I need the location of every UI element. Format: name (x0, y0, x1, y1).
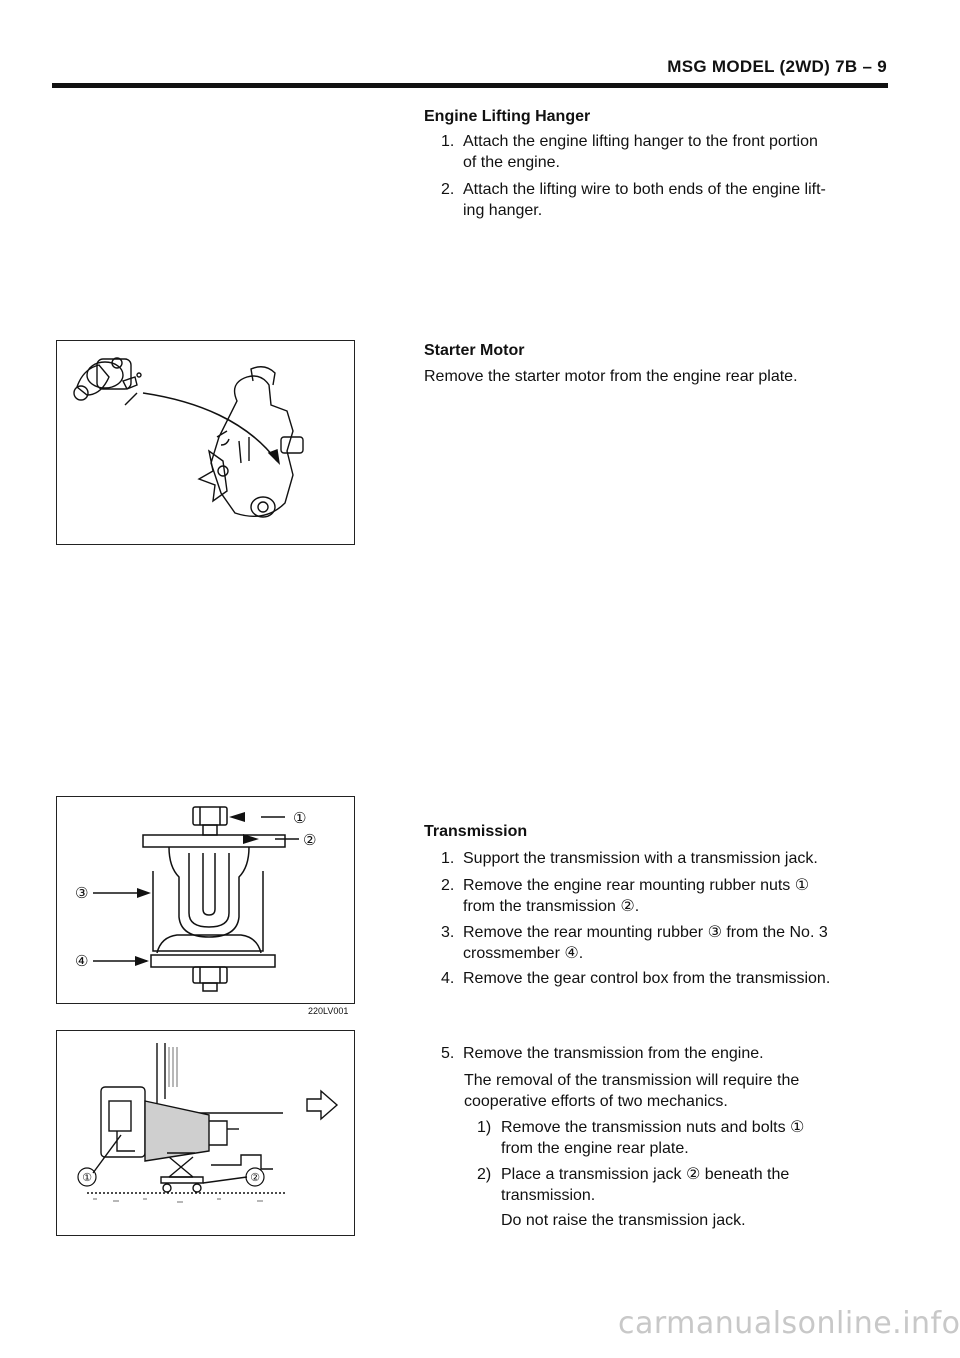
item-number: 4. (441, 970, 455, 987)
item-line: crossmember ④. (463, 945, 584, 962)
subitem-number: 1) (477, 1119, 492, 1136)
item-number: 5. (441, 1045, 455, 1062)
item-line: Remove the gear control box from the transmission. (463, 970, 831, 987)
note-line: The removal of the transmission will require the (464, 1072, 800, 1089)
watermark: carmanualsonline.info (618, 1306, 960, 1341)
list-item (441, 875, 891, 919)
item-number: 1. (441, 850, 455, 867)
sub-list-item (477, 1164, 897, 1208)
transmission-note (464, 1070, 894, 1112)
mount-label-3: ③ (75, 884, 89, 902)
jack-label-2: ② (250, 1171, 260, 1184)
item-line: transmission. (501, 1187, 596, 1204)
transmission-jack-illustration (57, 1031, 353, 1234)
section-title-starter-motor: Starter Motor (424, 342, 525, 359)
list-item (441, 179, 891, 223)
item-line: Remove the rear mounting rubber ③ from the No. 3 (463, 924, 828, 941)
item-line: Support the transmission with a transmission jack. (463, 850, 818, 867)
item-line: from the transmission ②. (463, 898, 640, 915)
figure-code: 220LV001 (308, 1006, 349, 1016)
mount-label-2: ② (303, 831, 317, 849)
item-number: 1. (441, 133, 455, 150)
item-line: Remove the transmission from the engine. (463, 1045, 764, 1062)
sub-list-item (477, 1117, 897, 1161)
mounting-rubber-illustration (57, 797, 353, 1002)
list-item (441, 922, 891, 966)
jack-label-1: ① (82, 1171, 92, 1184)
item-line: Remove the engine rear mounting rubber nuts ① (463, 877, 810, 894)
item-line: of the engine. (463, 154, 560, 171)
item-number: 2. (441, 181, 455, 198)
item-line: Remove the transmission nuts and bolts ① (501, 1119, 805, 1136)
item-line: Attach the lifting wire to both ends of the engine lift- (463, 181, 826, 198)
note-line: cooperative efforts of two mechanics. (464, 1093, 728, 1110)
mounting-rubber-figure (56, 796, 355, 1004)
section-title-transmission: Transmission (424, 823, 528, 840)
item-number: 2. (441, 877, 455, 894)
mount-label-1: ① (293, 809, 307, 827)
list-item (441, 131, 891, 175)
item-line: ing hanger. (463, 202, 543, 219)
page-header: MSG MODEL (2WD) 7B – 9 (667, 57, 887, 76)
header-rule (52, 83, 888, 88)
starter-motor-illustration (57, 341, 353, 543)
starter-motor-text: Remove the starter motor from the engine rear plate. (424, 368, 798, 385)
starter-motor-figure (56, 340, 355, 545)
list-item (441, 1043, 891, 1065)
item-line: Place a transmission jack ② beneath the (501, 1166, 790, 1183)
mount-label-4: ④ (75, 952, 89, 970)
list-item (441, 968, 891, 990)
item-number: 3. (441, 924, 455, 941)
section-title-engine-lifting-hanger: Engine Lifting Hanger (424, 108, 591, 125)
transmission-jack-figure (56, 1030, 355, 1236)
final-note: Do not raise the transmission jack. (501, 1212, 746, 1229)
subitem-number: 2) (477, 1166, 492, 1183)
list-item (441, 848, 891, 870)
item-line: from the engine rear plate. (501, 1140, 689, 1157)
item-line: Attach the engine lifting hanger to the front portion (463, 133, 818, 150)
